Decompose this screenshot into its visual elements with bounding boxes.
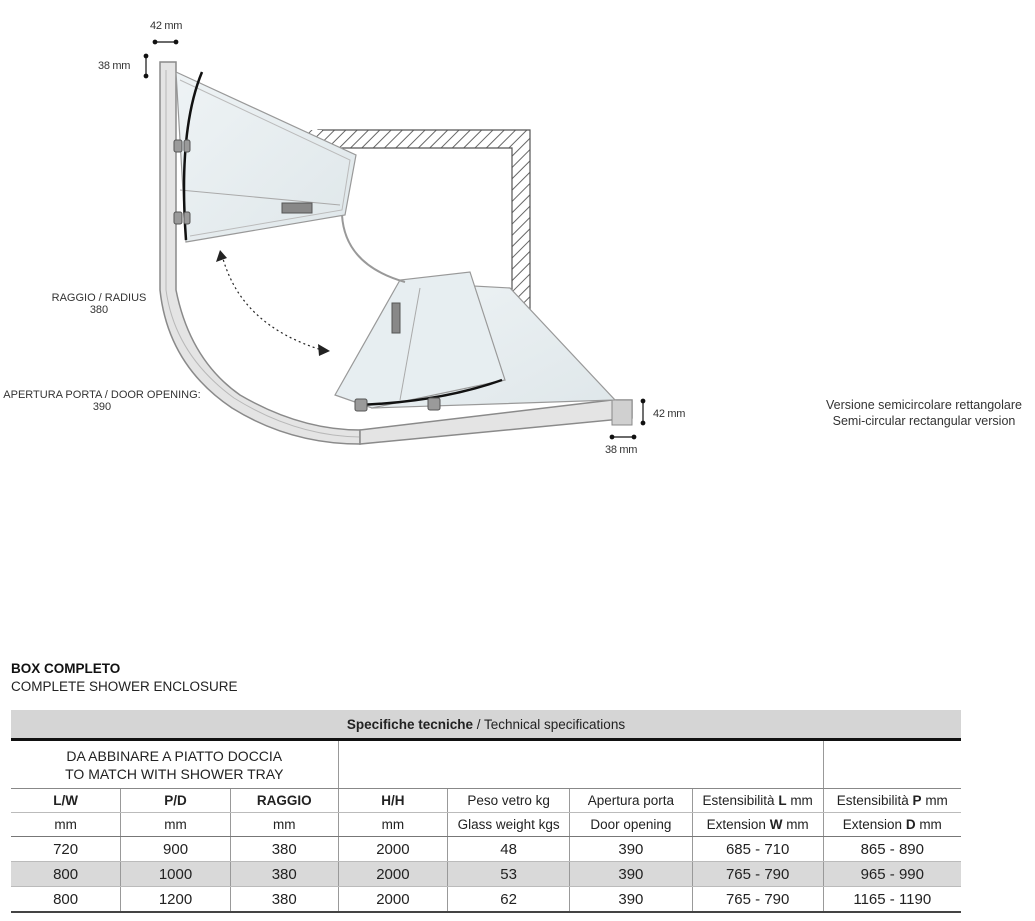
tray-match-row [11,740,961,789]
section-title: BOX COMPLETO [11,661,121,676]
header-glass-weight: Peso vetro kg [448,789,570,813]
cell-pd: 900 [121,837,231,862]
header-extension-p: Estensibilità P mm [823,789,961,813]
cell-extension-l: 765 - 790 [692,862,823,887]
cell-hh: 2000 [338,862,448,887]
cell-lw: 800 [11,862,121,887]
cell-hh: 2000 [338,887,448,913]
cell-glass-weight: 62 [448,887,570,913]
specifications-table [11,710,961,913]
cell-door-opening: 390 [570,837,693,862]
cell-extension-p: 865 - 890 [823,837,961,862]
dim-right-width-label: 38 mm [605,444,638,456]
table-row [11,837,961,862]
unit-cell: Glass weight kgs [448,813,570,837]
cell-raggio: 380 [230,837,338,862]
unit-cell: Door opening [570,813,693,837]
cell-raggio: 380 [230,862,338,887]
cell-door-opening: 390 [570,887,693,913]
table-title: Specifiche tecniche / Technical specifications [11,710,961,740]
dim-right-height [641,399,645,425]
cell-glass-weight: 48 [448,837,570,862]
cell-lw: 720 [11,837,121,862]
left-glass-panel [176,72,356,242]
cell-extension-l: 765 - 790 [692,887,823,913]
tray-match-cell: DA ABBINARE A PIATTO DOCCIA TO MATCH WITH SHOWER TRAY [11,740,338,789]
dim-top-height [144,54,148,78]
inner-arc [342,215,405,282]
cell-raggio: 380 [230,887,338,913]
header-pd: P/D [121,789,231,813]
section-subtitle: COMPLETE SHOWER ENCLOSURE [11,679,238,694]
dim-right-width [610,435,636,439]
table-row [11,862,961,887]
door-opening-label: APERTURA PORTA / DOOR OPENING: 390 [3,389,201,413]
header-hh: H/H [338,789,448,813]
dim-top-width [153,40,178,44]
header-door-opening: Apertura porta [570,789,693,813]
radius-label: RAGGIO / RADIUS 380 [51,292,147,316]
cell-glass-weight: 53 [448,862,570,887]
unit-cell: mm [338,813,448,837]
unit-cell: mm [230,813,338,837]
unit-cell: Extension W mm [692,813,823,837]
unit-cell: mm [121,813,231,837]
header-raggio: RAGGIO [230,789,338,813]
empty-cell [823,740,961,789]
cell-pd: 1200 [121,887,231,913]
table-row [11,887,961,913]
header-extension-l: Estensibilità L mm [692,789,823,813]
unit-cell: Extension D mm [823,813,961,837]
dim-top-height-label: 38 mm [98,60,131,72]
cell-extension-p: 965 - 990 [823,862,961,887]
dim-right-height-label: 42 mm [653,408,686,420]
cell-pd: 1000 [121,862,231,887]
version-caption: Versione semicircolare rettangolare Semi-circular rectangular version [826,398,1022,428]
empty-cell [338,740,823,789]
table-title-row [11,710,961,740]
units-row [11,813,961,837]
cell-lw: 800 [11,887,121,913]
header-lw: L/W [11,789,121,813]
cell-door-opening: 390 [570,862,693,887]
cell-extension-l: 685 - 710 [692,837,823,862]
cell-extension-p: 1165 - 1190 [823,887,961,913]
cell-hh: 2000 [338,837,448,862]
door-opening-arrow [216,250,330,356]
dim-top-width-label: 42 mm [150,20,183,32]
unit-cell: mm [11,813,121,837]
header-row [11,789,961,813]
